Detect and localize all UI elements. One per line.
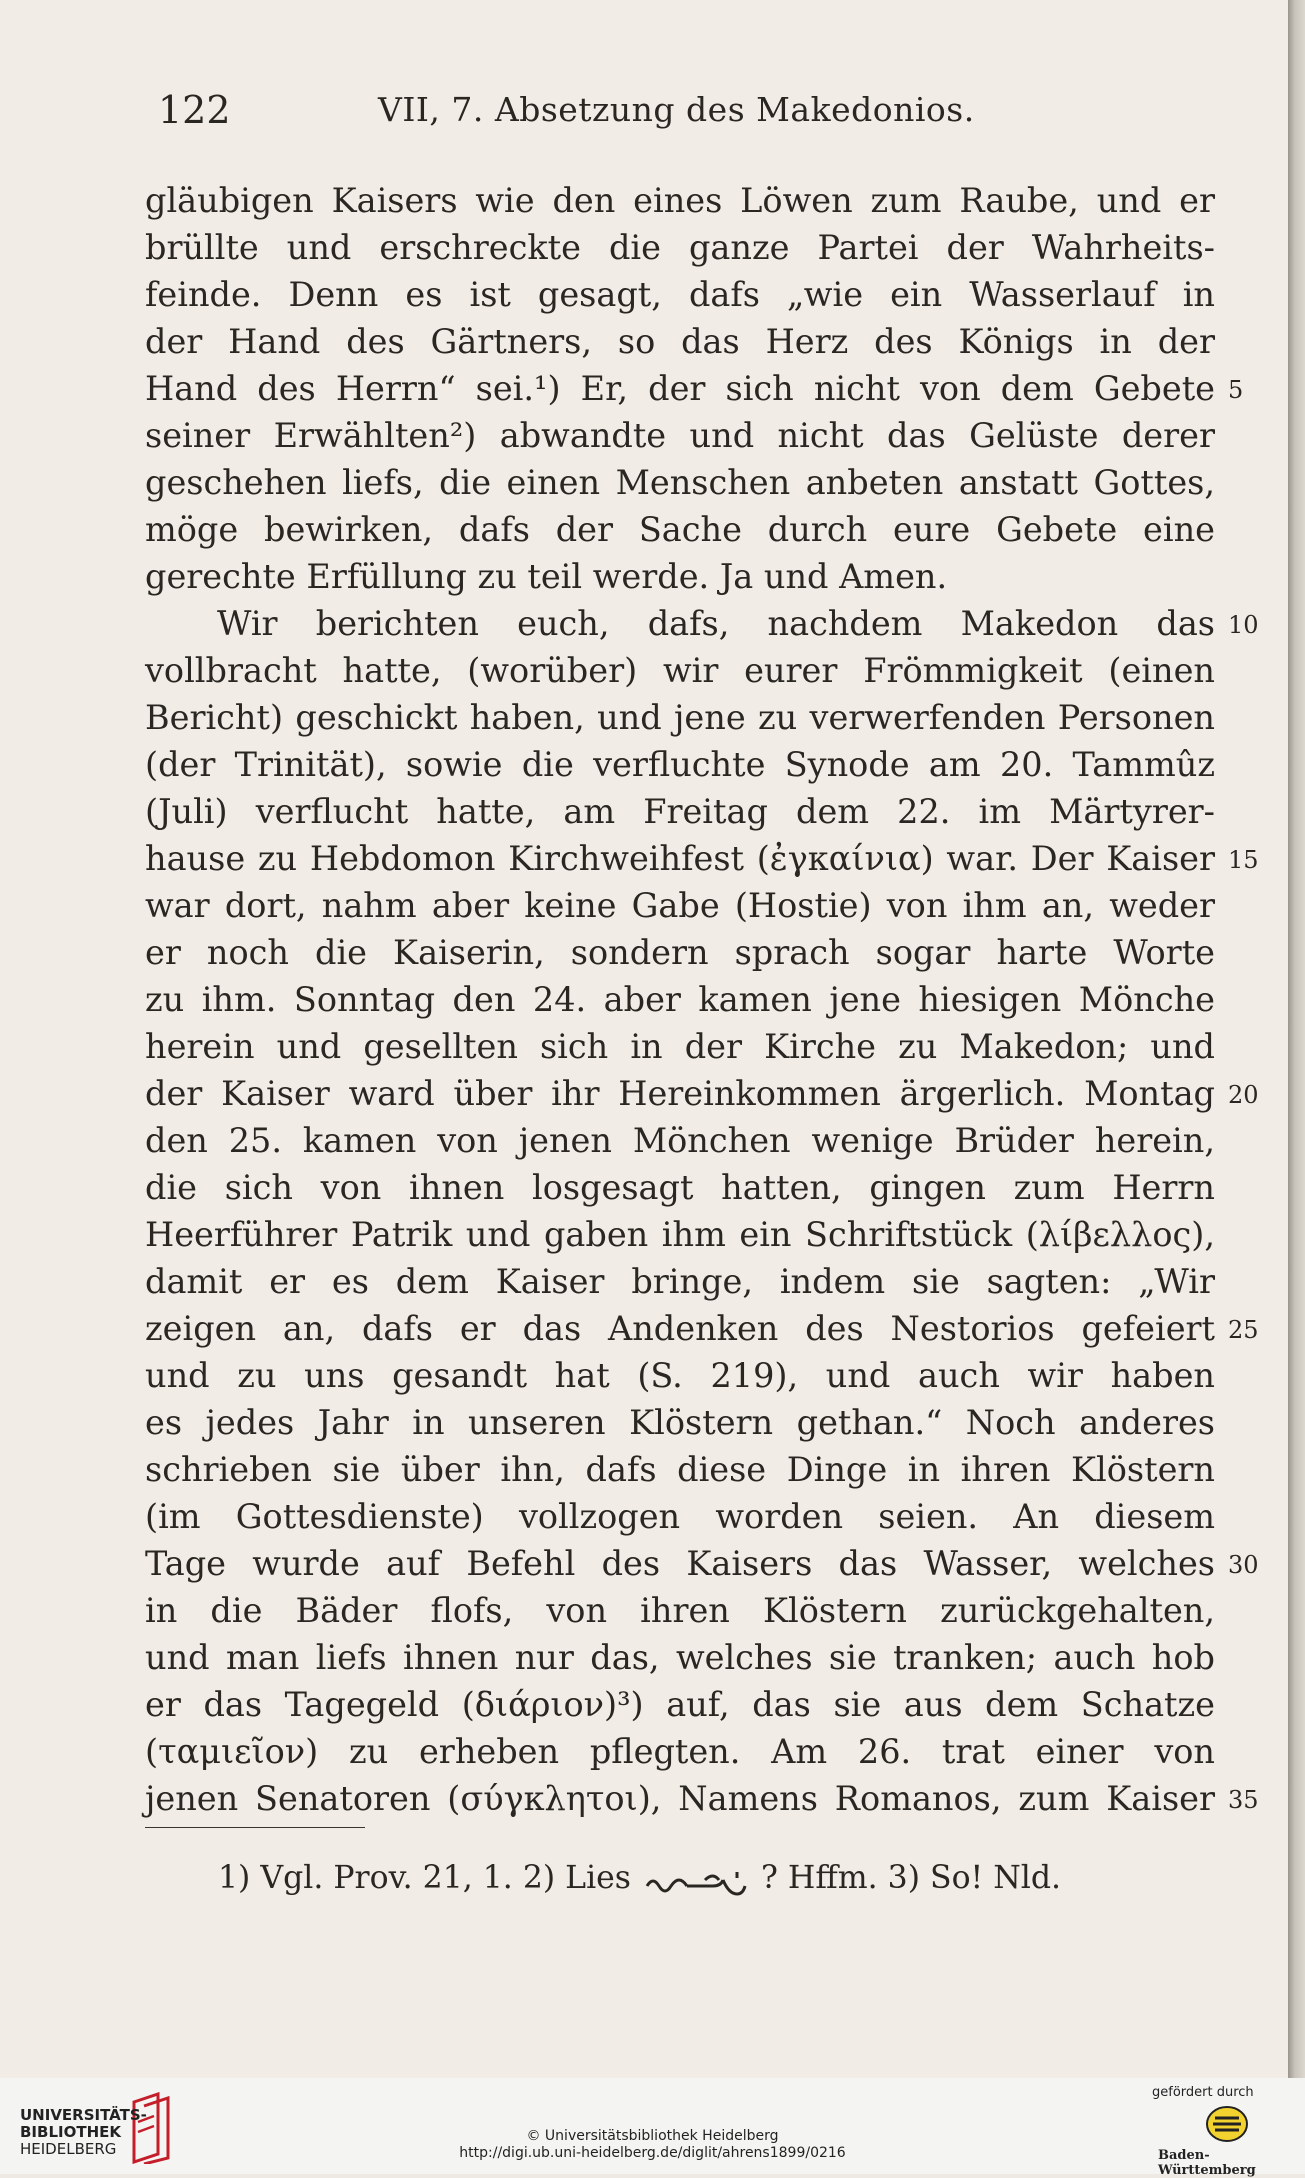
line-number: 20 bbox=[1228, 1081, 1259, 1109]
text-line bbox=[145, 506, 1215, 553]
page-number: 122 bbox=[158, 88, 231, 132]
text-line bbox=[145, 412, 1215, 459]
main-text bbox=[145, 177, 1259, 1822]
funder-label: gefördert durch bbox=[1152, 2085, 1254, 2100]
library-name-line: HEIDELBERG bbox=[20, 2140, 117, 2158]
text-line bbox=[145, 1258, 1215, 1305]
text-line bbox=[145, 882, 1215, 929]
text-line bbox=[145, 1164, 1215, 1211]
text-line-content: es jedes Jahr in unseren Klöstern gethan.“ Noch anderes bbox=[145, 1403, 1215, 1442]
text-line-content: er noch die Kaiserin, sondern sprach sogar harte Worte bbox=[145, 933, 1215, 972]
text-line-content: der Hand des Gärtners, so das Herz des Königs in der bbox=[145, 322, 1215, 361]
line-number: 35 bbox=[1228, 1786, 1259, 1814]
text-line bbox=[145, 1775, 1259, 1822]
text-line bbox=[145, 647, 1215, 694]
text-line-content: Bericht) geschickt haben, und jene zu verwerfenden Personen bbox=[145, 698, 1215, 737]
text-line-content: gerechte Erfüllung zu teil werde. Ja und Amen. bbox=[145, 557, 948, 596]
line-number: 5 bbox=[1228, 376, 1244, 404]
copyright-text: © Universitätsbibliothek Heidelberg bbox=[526, 2128, 779, 2144]
text-line-content: jenen Senatoren (σύγκλητοι), Namens Romanos, zum Kaiser bbox=[145, 1779, 1215, 1818]
text-line-content: in die Bäder flofs, von ihren Klöstern zurückgehalten, bbox=[145, 1591, 1215, 1630]
text-line-content: schrieben sie über ihn, dafs diese Dinge in ihren Klöstern bbox=[145, 1450, 1215, 1489]
text-line-content: möge bewirken, dafs der Sache durch eure Gebete eine bbox=[145, 510, 1215, 549]
text-line bbox=[145, 1117, 1215, 1164]
text-line bbox=[145, 1211, 1215, 1258]
text-line bbox=[145, 1587, 1215, 1634]
text-line bbox=[145, 1399, 1215, 1446]
text-line-content: (Juli) verflucht hatte, am Freitag dem 22. im Märtyrer- bbox=[145, 792, 1215, 831]
text-line bbox=[145, 1070, 1259, 1117]
text-line bbox=[145, 929, 1215, 976]
text-line bbox=[145, 1305, 1259, 1352]
text-line bbox=[145, 1681, 1215, 1728]
text-line-content: Hand des Herrn“ sei.¹) Er, der sich nicht von dem Gebete bbox=[145, 369, 1215, 408]
line-number: 15 bbox=[1228, 846, 1259, 874]
copyright-block bbox=[0, 2128, 1305, 2162]
line-number: 10 bbox=[1228, 611, 1259, 639]
text-line bbox=[145, 788, 1215, 835]
text-line-content: geschehen liefs, die einen Menschen anbeten anstatt Gottes, bbox=[145, 463, 1215, 502]
text-line bbox=[145, 976, 1215, 1023]
footnotes bbox=[218, 1855, 1061, 1901]
text-line-content: feinde. Denn es ist gesagt, dafs „wie ein Wasserlauf in bbox=[145, 275, 1215, 314]
text-line-content: und man liefs ihnen nur das, welches sie tranken; auch hob bbox=[145, 1638, 1215, 1677]
text-line-content: damit er es dem Kaiser bringe, indem sie sagten: „Wir bbox=[145, 1262, 1215, 1301]
text-line bbox=[145, 600, 1259, 647]
text-line bbox=[145, 1540, 1259, 1587]
permalink[interactable]: http://digi.ub.uni-heidelberg.de/diglit/ahrens1899/0216 bbox=[459, 2145, 846, 2161]
running-header bbox=[158, 88, 998, 138]
text-line-content: (im Gottesdienste) vollzogen worden seien. An diesem bbox=[145, 1497, 1215, 1536]
text-line-content: er das Tagegeld (διάριον)³) auf, das sie aus dem Schatze bbox=[145, 1685, 1215, 1724]
text-line-content: Heerführer Patrik und gaben ihm ein Schriftstück (λίβελλος), bbox=[145, 1215, 1215, 1254]
text-line-content: seiner Erwählten²) abwandte und nicht das Gelüste derer bbox=[145, 416, 1215, 455]
text-line-content: Tage wurde auf Befehl des Kaisers das Wasser, welches bbox=[145, 1544, 1215, 1583]
footnote-text-1: 1) Vgl. Prov. 21, 1. 2) Lies bbox=[218, 1860, 631, 1896]
text-line bbox=[145, 1446, 1215, 1493]
line-number: 30 bbox=[1228, 1551, 1259, 1579]
coat-of-arms-icon bbox=[1205, 2104, 1249, 2144]
text-line-content: brüllte und erschreckte die ganze Partei der Wahrheits- bbox=[145, 228, 1215, 267]
text-line bbox=[145, 365, 1244, 412]
text-line-content: gläubigen Kaisers wie den eines Löwen zum Raube, und er bbox=[145, 181, 1215, 220]
text-line-content: zeigen an, dafs er das Andenken des Nestorios gefeiert bbox=[145, 1309, 1215, 1348]
syriac-word-glyph bbox=[641, 1868, 751, 1898]
text-line bbox=[145, 1493, 1215, 1540]
text-line-content: den 25. kamen von jenen Mönchen wenige Brüder herein, bbox=[145, 1121, 1215, 1160]
text-line-content: (der Trinität), sowie die verfluchte Synode am 20. Tammûz bbox=[145, 745, 1215, 784]
text-line-content: (ταμιεῖον) zu erheben pflegten. Am 26. trat einer von bbox=[145, 1732, 1215, 1771]
text-line-content: zu ihm. Sonntag den 24. aber kamen jene hiesigen Mönche bbox=[145, 980, 1215, 1019]
text-line-content: Wir berichten euch, dafs, nachdem Makedon das bbox=[217, 604, 1215, 643]
library-name-line: UNIVERSITÄTS- bbox=[20, 2106, 147, 2124]
text-line bbox=[145, 1634, 1215, 1681]
text-line bbox=[145, 1023, 1215, 1070]
library-name-line: BIBLIOTHEK bbox=[20, 2123, 121, 2141]
running-title: VII, 7. Absetzung des Makedonios. bbox=[378, 90, 975, 129]
text-line bbox=[145, 835, 1259, 882]
text-line bbox=[145, 1728, 1215, 1775]
text-line bbox=[145, 224, 1215, 271]
line-number: 25 bbox=[1228, 1316, 1259, 1344]
text-line-content: vollbracht hatte, (worüber) wir eurer Frömmigkeit (einen bbox=[145, 651, 1215, 690]
text-line bbox=[145, 553, 1215, 600]
text-line-content: die sich von ihnen losgesagt hatten, gingen zum Herrn bbox=[145, 1168, 1215, 1207]
text-line bbox=[145, 741, 1215, 788]
text-line bbox=[145, 271, 1215, 318]
footnote-rule bbox=[145, 1827, 365, 1828]
text-line bbox=[145, 1352, 1215, 1399]
funder-name: Baden-Württemberg bbox=[1158, 2148, 1256, 2178]
text-line bbox=[145, 694, 1215, 741]
text-line bbox=[145, 318, 1215, 365]
text-line bbox=[145, 459, 1215, 506]
text-line-content: hause zu Hebdomon Kirchweihfest (ἐγκαίνια) war. Der Kaiser bbox=[145, 839, 1215, 878]
text-line-content: war dort, nahm aber keine Gabe (Hostie) von ihm an, weder bbox=[145, 886, 1215, 925]
text-line-content: der Kaiser ward über ihr Hereinkommen ärgerlich. Montag bbox=[145, 1074, 1215, 1113]
text-line-content: und zu uns gesandt hat (S. 219), und auch wir haben bbox=[145, 1356, 1215, 1395]
page-edge bbox=[1288, 0, 1305, 2078]
text-line-content: herein und gesellten sich in der Kirche zu Makedon; und bbox=[145, 1027, 1215, 1066]
footnote-text-2: ? Hffm. 3) So! Nld. bbox=[761, 1860, 1062, 1896]
text-line bbox=[145, 177, 1215, 224]
